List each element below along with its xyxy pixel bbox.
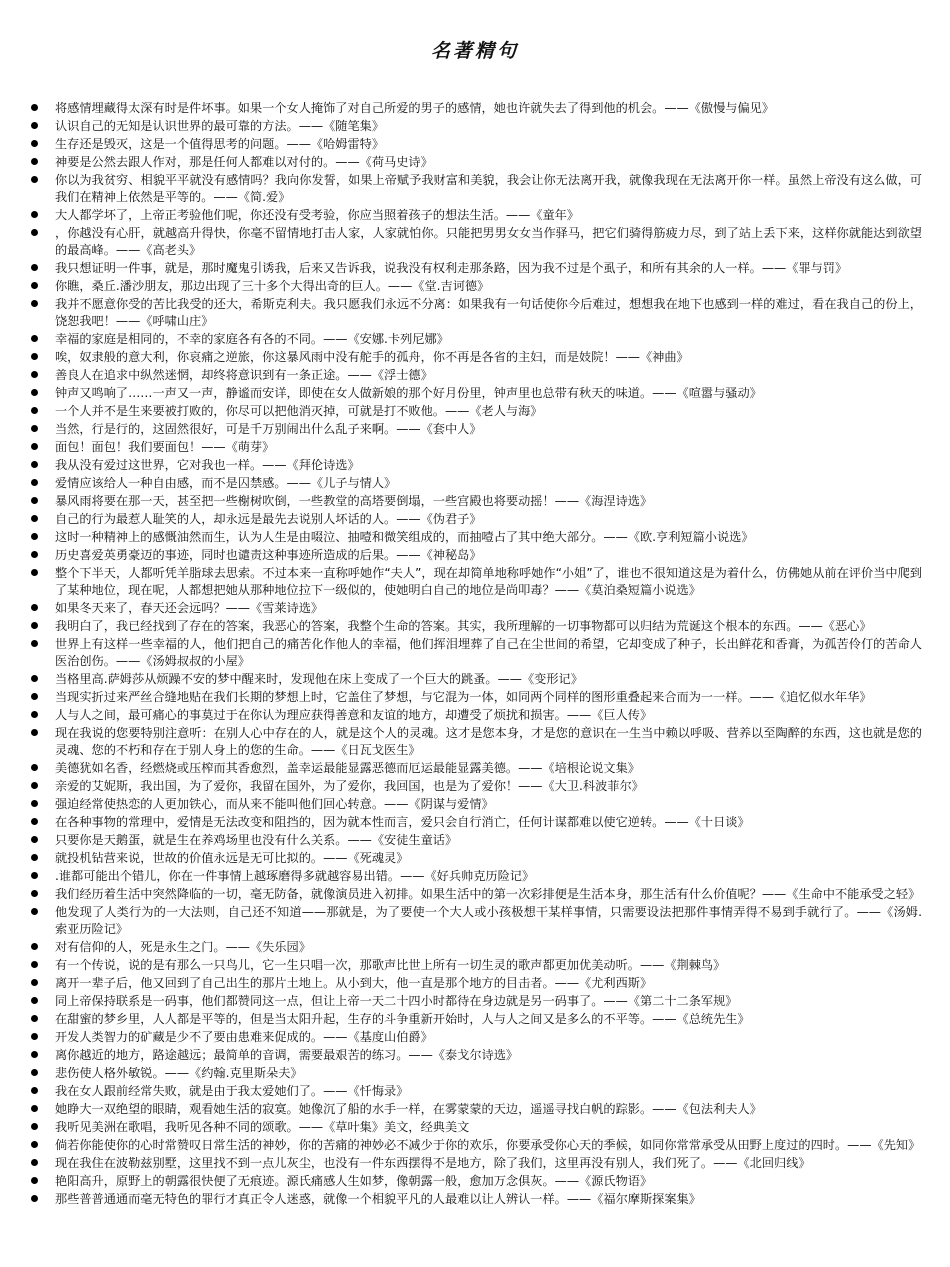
quote-text: 世界上有这样一些幸福的人，他们把自己的痛苦化作他人的幸福，他们挥泪埋葬了自己在尘世间的希望，它却变成了种子，长出鲜花和香膏，为孤苦伶仃的苦命人医治创伤。——《汤姆叔叔的小屋》: [55, 636, 922, 669]
list-item: [30, 600, 922, 617]
list-item: [30, 1047, 922, 1064]
list-item: [30, 421, 922, 438]
list-item: [30, 278, 922, 295]
quote-text: 整个下半天，人都听凭羊脂球去思索。不过本来一直称呼她作“夫人”，现在却简单地称呼她作“小姐”了，谁也不很知道这是为着什么，仿佛她从前在评价当中爬到了某种地位，现在呢，人都想把她从那种地位拉下一级似的，使她明白自己的地位是尚叩毒？——《莫泊桑短篇小说选》: [55, 565, 922, 598]
list-item: [30, 1101, 922, 1118]
bullet-icon: [31, 872, 38, 879]
bullet-icon: [31, 551, 38, 558]
list-item: [30, 796, 922, 813]
bullet-icon: [31, 122, 38, 129]
bullet-icon: [31, 353, 38, 360]
bullet-icon: [31, 675, 38, 682]
list-item: [30, 331, 922, 348]
list-item: [30, 172, 922, 206]
bullet-icon: [31, 622, 38, 629]
list-item: [30, 511, 922, 528]
list-item: [30, 565, 922, 599]
bullet-icon: [31, 729, 38, 736]
quote-text: 大人都学坏了，上帝正考验他们呢，你还没有受考验，你应当照着孩子的想法生活。——《童年》: [55, 208, 580, 223]
bullet-icon: [31, 1087, 38, 1094]
quote-text: 这时一种精神上的感慨油然而生，认为人生是由啜泣、抽噎和微笑组成的，而抽噎占了其中绝大部分。——《欧.亨利短篇小说选》: [55, 529, 754, 544]
bullet-icon: [31, 836, 38, 843]
bullet-icon: [31, 389, 38, 396]
list-item: [30, 136, 922, 153]
list-item: [30, 349, 922, 366]
quote-text: 当格里高.萨姆莎从烦躁不安的梦中醒来时，发现他在床上变成了一个巨大的跳蚤。——《变形记》: [55, 672, 583, 687]
quote-text: 我只想证明一件事，就是，那时魔鬼引诱我，后来又告诉我，说我没有权利走那条路，因为我不过是个虱子，和所有其余的人一样。——《罪与罚》: [55, 261, 848, 276]
bullet-icon: [31, 854, 38, 861]
bullet-icon: [31, 640, 38, 647]
bullet-icon: [31, 1159, 38, 1166]
list-item: [30, 118, 922, 135]
quote-text: 如果冬天来了，春天还会远吗？——《雪莱诗选》: [55, 601, 324, 615]
list-item: [30, 671, 922, 688]
quote-text: 钟声又鸣响了……一声又一声，静谧而安详，即使在女人做新娘的那个好月份里，钟声里也总带有秋天的味道。——《喧嚣与骚动》: [55, 386, 762, 401]
list-item: [30, 385, 922, 402]
bullet-icon: [31, 1177, 38, 1184]
list-item: [30, 832, 922, 849]
list-item: [30, 100, 922, 117]
list-item: [30, 868, 922, 885]
bullet-icon: [31, 1033, 38, 1040]
bullet-icon: [31, 908, 38, 915]
quote-text: 认识自己的无知是认识世界的最可靠的方法。——《随笔集》: [55, 118, 385, 133]
list-item: [30, 957, 922, 974]
bullet-icon: [31, 300, 38, 307]
bullet-icon: [31, 997, 38, 1004]
bullet-icon: [31, 229, 38, 236]
quote-text: 有一个传说，说的是有那么一只鸟儿，它一生只唱一次，那歌声比世上所有一切生灵的歌声都更加优美动听。——《荆棘鸟》: [55, 958, 726, 973]
list-item: [30, 1083, 922, 1100]
quote-text: 我并不愿意你受的苦比我受的还大，希斯克利夫。我只愿我们永远不分离：如果我有一句话使你今后难过，想想我在地下也感到一样的难过，看在我自己的份上，饶恕我吧！——《呼啸山庄》: [55, 297, 922, 329]
quote-text: 她睁大一双绝望的眼睛，观看她生活的寂寞。她像沉了船的水手一样，在雾蒙蒙的天边，遥遥寻找白帆的踪影。——《包法利夫人》: [55, 1101, 762, 1116]
bullet-icon: [31, 1105, 38, 1112]
bullet-icon: [31, 158, 38, 165]
bullet-icon: [31, 800, 38, 807]
list-item: [30, 618, 922, 635]
quote-text: 将感情埋藏得太深有时是件坏事。如果一个女人掩饰了对自己所爱的男子的感情，她也许就失去了得到他的机会。——《傲慢与偏见》: [55, 101, 775, 115]
quote-text: .谁都可能出个错儿，你在一件事情上越琢磨得多就越容易出错。——《好兵帅克历险记》: [55, 868, 535, 883]
list-item: [30, 993, 922, 1010]
quote-text: 开发人类智力的矿藏是少不了要由患难来促成的。——《基度山伯爵》: [55, 1029, 433, 1044]
list-item: [30, 814, 922, 831]
bullet-icon: [31, 407, 38, 414]
quote-text: 我明白了，我已经找到了存在的答案，我恶心的答案，我整个生命的答案。其实，我所理解的一切事物都可以归结为荒诞这个根本的东西。——《恶心》: [55, 618, 872, 633]
quote-text: 善良人在追求中纵然迷惘，却终将意识到有一条正途。——《浮士德》: [55, 368, 433, 383]
list-item: [30, 154, 922, 171]
quote-text: 人与人之间，最可痛心的事莫过于在你认为理应获得善意和友谊的地方，却遭受了烦扰和损害。——《巨人传》: [55, 708, 653, 723]
quote-text: 在各种事物的常理中，爱情是无法改变和阻挡的，因为就本性而言，爱只会自行消亡，任何计谋都难以使它逆转。——《十日谈》: [55, 815, 750, 830]
quote-text: 亲爱的艾妮斯，我出国，为了爱你，我留在国外，为了爱你，我回国，也是为了爱你！——《大卫.科波菲尔》: [55, 779, 644, 794]
list-item: [30, 475, 922, 492]
list-item: [30, 778, 922, 795]
list-item: [30, 225, 922, 259]
bullet-icon: [31, 1069, 38, 1076]
quote-text: 美德犹如名香，经燃烧或压榨而其香愈烈，盖幸运最能显露恶德而厄运最能显露美德。——《培根论说文集》: [55, 761, 640, 776]
quote-text: 我从没有爱过这世界，它对我也一样。——《拜伦诗选》: [55, 458, 360, 473]
bullet-icon: [31, 282, 38, 289]
bullet-icon: [31, 890, 38, 897]
quote-text: 历史喜爱英勇豪迈的事迹，同时也谴责这种事迹所造成的后果。——《神秘岛》: [55, 547, 482, 562]
bullet-icon: [31, 961, 38, 968]
list-item: [30, 886, 922, 903]
quote-text: 当现实折过来严丝合缝地贴在我们长期的梦想上时，它盖住了梦想，与它混为一体，如同两个同样的图形重叠起来合而为一一样。——《追忆似水年华》: [55, 690, 872, 705]
bullet-icon: [31, 443, 38, 450]
quote-text: 现在我说的您要特别注意听：在别人心中存在的人，就是这个人的灵魂。这才是您本身，才是您的意识在一生当中赖以呼吸、营养以至陶醉的东西，这也就是您的灵魂、您的不朽和存在于别人身上的您的生命。——《日瓦戈医生》: [55, 726, 922, 758]
bullet-icon: [31, 604, 38, 611]
list-item: [30, 707, 922, 724]
list-item: [30, 367, 922, 384]
quote-text: 在甜蜜的梦乡里，人人都是平等的，但是当太阳升起，生存的斗争重新开始时，人与人之间又是多么的不平等。——《总统先生》: [55, 1011, 750, 1026]
bullet-icon: [31, 264, 38, 271]
bullet-icon: [31, 693, 38, 700]
bullet-icon: [31, 979, 38, 986]
quote-text: 你瞧，桑丘.潘沙朋友，那边出现了三十多个大得出奇的巨人。——《堂.吉诃德》: [55, 279, 490, 294]
document-title: 名著精句: [430, 40, 519, 62]
quote-text: 我们经历着生活中突然降临的一切，毫无防备，就像演员进入初排。如果生活中的第一次彩排便是生活本身，那生活有什么价值呢？——《生命中不能承受之轻》: [55, 886, 921, 901]
list-item: [30, 1029, 922, 1046]
list-item: [30, 439, 922, 456]
quote-text: 生存还是毁灭，这是一个值得思考的问题。——《哈姆雷特》: [55, 136, 385, 151]
quote-text: 对有信仰的人，死是永生之门。——《失乐园》: [55, 940, 311, 955]
bullet-icon: [31, 371, 38, 378]
list-item: [30, 689, 922, 706]
quote-text: 艳阳高升，原野上的朝露很快便了无痕迹。源氏痛感人生如梦，像朝露一般，愈加万念俱灰。——《源氏物语》: [55, 1173, 653, 1188]
list-item: [30, 725, 922, 759]
quote-text: 你以为我贫穷、相貌平平就没有感情吗？我向你发誓，如果上帝赋予我财富和美貌，我会让你无法离开我，就像我现在无法离开你一样。虽然上帝没有这么做，可我们在精神上依然是平等的。——《简.爱》: [55, 172, 922, 205]
bullet-icon: [31, 711, 38, 718]
list-item: [30, 904, 922, 938]
list-item: [30, 547, 922, 564]
bullet-icon: [31, 782, 38, 789]
bullet-icon: [31, 461, 38, 468]
list-item: [30, 939, 922, 956]
bullet-icon: [31, 104, 38, 111]
bullet-icon: [31, 818, 38, 825]
list-item: [30, 529, 922, 546]
list-item: [30, 1011, 922, 1028]
quote-text: 神要是公然去跟人作对，那是任何人都难以对付的。——《荷马史诗》: [55, 154, 433, 169]
quote-text: 面包！面包！我们要面包！——《萌芽》: [55, 440, 275, 455]
list-item: [30, 1155, 922, 1172]
list-item: [30, 296, 922, 330]
quote-text: 悲伤使人格外敏锐。——《约翰.克里斯朵夫》: [55, 1065, 303, 1080]
quote-text: 只要你是天鹅蛋，就是生在养鸡场里也没有什么关系。——《安徒生童话》: [55, 833, 458, 848]
list-item: [30, 1137, 922, 1154]
list-item: [30, 760, 922, 777]
quote-text: 就投机钻营来说，世故的价值永远是无可比拟的。——《死魂灵》: [55, 851, 409, 865]
quote-text: 当然，行是行的，这固然很好，可是千万别闹出什么乱子来啊。——《套中人》: [55, 422, 482, 437]
bullet-icon: [31, 1141, 38, 1148]
bullet-icon: [31, 569, 38, 576]
quote-list: [30, 100, 922, 1209]
bullet-icon: [31, 943, 38, 950]
list-item: [30, 403, 922, 420]
bullet-icon: [31, 1015, 38, 1022]
quote-text: 离你越近的地方，路途越远；最简单的音调，需要最艰苦的练习。——《泰戈尔诗选》: [55, 1047, 519, 1062]
quote-text: 一个人并不是生来要被打败的，你尽可以把他消灭掉，可就是打不败他。——《老人与海》: [55, 404, 543, 419]
bullet-icon: [31, 1123, 38, 1130]
quote-text: ，你越没有心肝，就越高升得快，你毫不留情地打击人家，人家就怕你。只能把男男女女当作驿马，把它们骑得筋疲力尽，到了站上丢下来，这样你就能达到欲望的最高峰。——《高老头》: [55, 226, 922, 258]
bullet-icon: [31, 515, 38, 522]
list-item: [30, 207, 922, 224]
bullet-icon: [31, 533, 38, 540]
quote-text: 现在我住在波勒兹别墅，这里找不到一点儿灰尘，也没有一件东西摆得不是地方，除了我们，这里再没有别人，我们死了。——《北回归线》: [55, 1155, 811, 1170]
bullet-icon: [31, 479, 38, 486]
bullet-icon: [31, 497, 38, 504]
bullet-icon: [31, 425, 38, 432]
list-item: [30, 1065, 922, 1082]
quote-text: 强迫经常使热恋的人更加铁心，而从来不能叫他们回心转意。——《阴谋与爱情》: [55, 797, 494, 812]
list-item: [30, 1119, 922, 1136]
quote-text: 自己的行为最惹人耻笑的人，却永远是最先去说别人坏话的人。——《伪君子》: [55, 511, 482, 526]
quote-text: 幸福的家庭是相同的，不幸的家庭各有各的不同。——《安娜.卡列尼娜》: [55, 332, 449, 347]
bullet-icon: [31, 335, 38, 342]
list-item: [30, 636, 922, 670]
bullet-icon: [31, 1195, 38, 1202]
quote-text: 同上帝保持联系是一码事，他们都赞同这一点，但让上帝一天二十四小时都待在身边就是另一码事了。——《第二十二条军规》: [55, 993, 738, 1008]
list-item: [30, 260, 922, 277]
bullet-icon: [31, 176, 38, 183]
list-item: [30, 975, 922, 992]
list-item: [30, 457, 922, 474]
quote-text: 倘若你能使你的心时常赞叹日常生活的神妙，你的苦痛的神妙必不减少于你的欢乐，你要承受你心天的季候，如同你常常承受从田野上度过的四时。——《先知》: [55, 1137, 921, 1152]
quote-text: 我在女人跟前经常失败，就是由于我太爱她们了。——《忏悔录》: [55, 1083, 409, 1098]
quote-text: 暴风雨将要在那一天，甚至把一些榭树吹倒，一些教堂的高塔要倒塌，一些宫殿也将要动摇！——《海涅诗选》: [55, 493, 653, 508]
quote-text: 离开一辈子后，他又回到了自己出生的那片土地上。从小到大，他一直是那个地方的目击者。——《尤利西斯》: [55, 976, 653, 990]
bullet-icon: [31, 1051, 38, 1058]
quote-text: 那些普普通通而毫无特色的罪行才真正令人迷惑，就像一个相貌平凡的人最难以让人辨认一样。——《福尔摩斯探案集》: [55, 1191, 701, 1206]
quote-text: 爱情应该给人一种自由感，而不是囚禁感。——《儿子与情人》: [55, 476, 397, 490]
bullet-icon: [31, 764, 38, 771]
quote-text: 我听见美洲在歌唱，我听见各种不同的颂歌。——《草叶集》美文，经典美文: [55, 1119, 470, 1134]
quote-text: 唉，奴隶般的意大利，你哀痛之逆旅，你这暴风雨中没有舵手的孤舟，你不再是各省的主妇，而是妓院！——《神曲》: [55, 350, 689, 365]
list-item: [30, 1173, 922, 1190]
bullet-icon: [31, 140, 38, 147]
quote-text: 他发现了人类行为的一大法则，自己还不知道——那就是，为了要使一个大人或小孩极想干某样事情，只需要设法把那件事情弄得不易到手就行了。——《汤姆.索亚历险记》: [55, 904, 922, 937]
list-item: [30, 850, 922, 867]
list-item: [30, 1191, 922, 1208]
bullet-icon: [31, 211, 38, 218]
list-item: [30, 493, 922, 510]
